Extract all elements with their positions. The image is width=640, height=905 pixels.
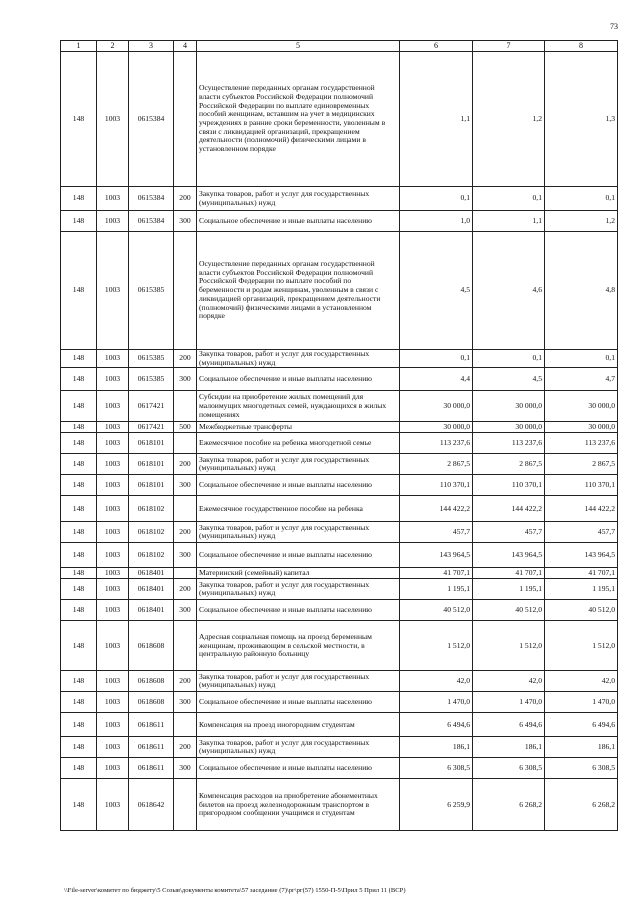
table-row bbox=[61, 391, 618, 422]
cell-amount-3: 4,7 bbox=[545, 368, 618, 391]
cell-ministry-code: 148 bbox=[61, 779, 97, 831]
cell-description: Материнский (семейный) капитал bbox=[197, 568, 400, 579]
cell-amount-1: 42,0 bbox=[400, 671, 473, 692]
cell-ministry-code: 148 bbox=[61, 600, 97, 621]
table-row bbox=[61, 621, 618, 671]
table-row bbox=[61, 211, 618, 232]
cell-ministry-code: 148 bbox=[61, 454, 97, 475]
cell-amount-3: 1 470,0 bbox=[545, 692, 618, 713]
cell-target-article: 0615385 bbox=[129, 232, 174, 350]
column-header: 8 bbox=[545, 41, 618, 52]
cell-amount-3: 2 867,5 bbox=[545, 454, 618, 475]
cell-amount-1: 40 512,0 bbox=[400, 600, 473, 621]
cell-ministry-code: 148 bbox=[61, 543, 97, 568]
cell-amount-3: 113 237,6 bbox=[545, 433, 618, 454]
cell-amount-2: 42,0 bbox=[473, 671, 545, 692]
cell-section-code: 1003 bbox=[97, 232, 129, 350]
cell-amount-3: 42,0 bbox=[545, 671, 618, 692]
cell-amount-2: 143 964,5 bbox=[473, 543, 545, 568]
cell-description: Социальное обеспечение и иные выплаты населению bbox=[197, 211, 400, 232]
cell-ministry-code: 148 bbox=[61, 522, 97, 543]
cell-amount-2: 144 422,2 bbox=[473, 496, 545, 522]
cell-amount-1: 6 494,6 bbox=[400, 713, 473, 737]
budget-table bbox=[60, 40, 618, 831]
cell-amount-2: 0,1 bbox=[473, 350, 545, 368]
cell-amount-2: 457,7 bbox=[473, 522, 545, 543]
cell-amount-2: 1 195,1 bbox=[473, 579, 545, 600]
cell-section-code: 1003 bbox=[97, 737, 129, 758]
cell-amount-1: 41 707,1 bbox=[400, 568, 473, 579]
cell-amount-1: 4,4 bbox=[400, 368, 473, 391]
cell-amount-1: 0,1 bbox=[400, 187, 473, 211]
cell-expense-type bbox=[174, 713, 197, 737]
cell-ministry-code: 148 bbox=[61, 496, 97, 522]
cell-section-code: 1003 bbox=[97, 52, 129, 187]
column-header: 3 bbox=[129, 41, 174, 52]
cell-expense-type: 200 bbox=[174, 579, 197, 600]
cell-section-code: 1003 bbox=[97, 692, 129, 713]
cell-section-code: 1003 bbox=[97, 454, 129, 475]
cell-description: Закупка товаров, работ и услуг для государственных (муниципальных) нужд bbox=[197, 187, 400, 211]
cell-amount-2: 186,1 bbox=[473, 737, 545, 758]
cell-target-article: 0618642 bbox=[129, 779, 174, 831]
table-row bbox=[61, 187, 618, 211]
cell-target-article: 0617421 bbox=[129, 391, 174, 422]
cell-amount-2: 6 308,5 bbox=[473, 758, 545, 779]
table-row bbox=[61, 568, 618, 579]
table-row bbox=[61, 522, 618, 543]
table-row bbox=[61, 779, 618, 831]
cell-amount-3: 1,3 bbox=[545, 52, 618, 187]
cell-target-article: 0615385 bbox=[129, 368, 174, 391]
cell-section-code: 1003 bbox=[97, 522, 129, 543]
cell-expense-type bbox=[174, 621, 197, 671]
cell-expense-type bbox=[174, 391, 197, 422]
column-header: 7 bbox=[473, 41, 545, 52]
cell-amount-2: 113 237,6 bbox=[473, 433, 545, 454]
cell-expense-type: 300 bbox=[174, 368, 197, 391]
cell-expense-type bbox=[174, 496, 197, 522]
cell-ministry-code: 148 bbox=[61, 232, 97, 350]
cell-amount-3: 30 000,0 bbox=[545, 391, 618, 422]
column-header: 6 bbox=[400, 41, 473, 52]
cell-ministry-code: 148 bbox=[61, 713, 97, 737]
cell-ministry-code: 148 bbox=[61, 368, 97, 391]
cell-amount-1: 1 195,1 bbox=[400, 579, 473, 600]
cell-ministry-code: 148 bbox=[61, 758, 97, 779]
cell-section-code: 1003 bbox=[97, 368, 129, 391]
cell-expense-type bbox=[174, 568, 197, 579]
table-row bbox=[61, 368, 618, 391]
cell-target-article: 0618101 bbox=[129, 433, 174, 454]
cell-amount-3: 0,1 bbox=[545, 350, 618, 368]
cell-amount-3: 6 494,6 bbox=[545, 713, 618, 737]
cell-amount-2: 6 494,6 bbox=[473, 713, 545, 737]
cell-target-article: 0618102 bbox=[129, 496, 174, 522]
cell-amount-2: 4,6 bbox=[473, 232, 545, 350]
cell-target-article: 0615385 bbox=[129, 350, 174, 368]
cell-amount-1: 30 000,0 bbox=[400, 422, 473, 433]
table-header-row bbox=[61, 41, 618, 52]
cell-description: Закупка товаров, работ и услуг для государственных (муниципальных) нужд bbox=[197, 671, 400, 692]
cell-description: Закупка товаров, работ и услуг для государственных (муниципальных) нужд bbox=[197, 454, 400, 475]
table-row bbox=[61, 496, 618, 522]
cell-amount-3: 41 707,1 bbox=[545, 568, 618, 579]
cell-expense-type bbox=[174, 433, 197, 454]
cell-ministry-code: 148 bbox=[61, 433, 97, 454]
cell-expense-type: 200 bbox=[174, 671, 197, 692]
cell-target-article: 0618102 bbox=[129, 543, 174, 568]
cell-amount-3: 457,7 bbox=[545, 522, 618, 543]
table-row bbox=[61, 454, 618, 475]
cell-ministry-code: 148 bbox=[61, 621, 97, 671]
cell-ministry-code: 148 bbox=[61, 422, 97, 433]
cell-amount-3: 143 964,5 bbox=[545, 543, 618, 568]
cell-description: Осуществление переданных органам государственной власти субъектов Российской Федерации полномочий Российской Федерации по выплате пособий по беременности и родам женщинам, уволенным в связи с ликвидацией организаций, прекращением деятельности (полномочий) физическими лицами в установленном порядке bbox=[197, 232, 400, 350]
cell-amount-1: 0,1 bbox=[400, 350, 473, 368]
cell-ministry-code: 148 bbox=[61, 52, 97, 187]
cell-amount-3: 6 268,2 bbox=[545, 779, 618, 831]
cell-description: Межбюджетные трансферты bbox=[197, 422, 400, 433]
column-header: 2 bbox=[97, 41, 129, 52]
cell-target-article: 0618401 bbox=[129, 568, 174, 579]
cell-expense-type: 200 bbox=[174, 350, 197, 368]
cell-section-code: 1003 bbox=[97, 568, 129, 579]
cell-description: Социальное обеспечение и иные выплаты населению bbox=[197, 475, 400, 496]
cell-description: Закупка товаров, работ и услуг для государственных (муниципальных) нужд bbox=[197, 350, 400, 368]
cell-amount-1: 186,1 bbox=[400, 737, 473, 758]
cell-description: Закупка товаров, работ и услуг для государственных (муниципальных) нужд bbox=[197, 579, 400, 600]
column-header: 1 bbox=[61, 41, 97, 52]
file-path-footer: \\File-server\комитет по бюджету\5 Созыв\документы комитета\57 заседание (7)\рг\рг(57) 1550-П-5\Прил 5 Прил 11 (ВСР) bbox=[64, 887, 406, 894]
cell-section-code: 1003 bbox=[97, 475, 129, 496]
cell-amount-1: 6 259,9 bbox=[400, 779, 473, 831]
column-header: 4 bbox=[174, 41, 197, 52]
cell-description: Социальное обеспечение и иные выплаты населению bbox=[197, 543, 400, 568]
cell-amount-1: 4,5 bbox=[400, 232, 473, 350]
cell-amount-2: 0,1 bbox=[473, 187, 545, 211]
cell-amount-1: 1,1 bbox=[400, 52, 473, 187]
cell-amount-3: 30 000,0 bbox=[545, 422, 618, 433]
cell-ministry-code: 148 bbox=[61, 391, 97, 422]
cell-target-article: 0615384 bbox=[129, 211, 174, 232]
cell-amount-2: 1 470,0 bbox=[473, 692, 545, 713]
cell-expense-type: 200 bbox=[174, 187, 197, 211]
cell-description: Компенсация на проезд иногородним студентам bbox=[197, 713, 400, 737]
cell-expense-type: 300 bbox=[174, 211, 197, 232]
cell-description: Закупка товаров, работ и услуг для государственных (муниципальных) нужд bbox=[197, 522, 400, 543]
cell-target-article: 0618101 bbox=[129, 454, 174, 475]
cell-target-article: 0618611 bbox=[129, 758, 174, 779]
table-row bbox=[61, 475, 618, 496]
cell-amount-3: 6 308,5 bbox=[545, 758, 618, 779]
cell-target-article: 0615384 bbox=[129, 187, 174, 211]
cell-expense-type: 300 bbox=[174, 600, 197, 621]
cell-section-code: 1003 bbox=[97, 579, 129, 600]
cell-target-article: 0618401 bbox=[129, 579, 174, 600]
table-row bbox=[61, 422, 618, 433]
cell-target-article: 0618611 bbox=[129, 713, 174, 737]
cell-expense-type bbox=[174, 232, 197, 350]
cell-expense-type: 500 bbox=[174, 422, 197, 433]
cell-amount-3: 1,2 bbox=[545, 211, 618, 232]
cell-amount-2: 30 000,0 bbox=[473, 422, 545, 433]
cell-amount-1: 143 964,5 bbox=[400, 543, 473, 568]
cell-description: Социальное обеспечение и иные выплаты населению bbox=[197, 368, 400, 391]
cell-section-code: 1003 bbox=[97, 187, 129, 211]
cell-amount-3: 144 422,2 bbox=[545, 496, 618, 522]
cell-description: Социальное обеспечение и иные выплаты населению bbox=[197, 758, 400, 779]
cell-expense-type: 200 bbox=[174, 522, 197, 543]
cell-section-code: 1003 bbox=[97, 600, 129, 621]
cell-amount-1: 457,7 bbox=[400, 522, 473, 543]
cell-target-article: 0617421 bbox=[129, 422, 174, 433]
cell-ministry-code: 148 bbox=[61, 350, 97, 368]
table-row bbox=[61, 600, 618, 621]
cell-description: Социальное обеспечение и иные выплаты населению bbox=[197, 600, 400, 621]
cell-amount-2: 110 370,1 bbox=[473, 475, 545, 496]
cell-section-code: 1003 bbox=[97, 621, 129, 671]
cell-amount-3: 1 512,0 bbox=[545, 621, 618, 671]
cell-ministry-code: 148 bbox=[61, 475, 97, 496]
cell-section-code: 1003 bbox=[97, 543, 129, 568]
cell-expense-type: 300 bbox=[174, 543, 197, 568]
cell-amount-1: 1 512,0 bbox=[400, 621, 473, 671]
cell-amount-1: 113 237,6 bbox=[400, 433, 473, 454]
cell-target-article: 0618401 bbox=[129, 600, 174, 621]
cell-amount-2: 41 707,1 bbox=[473, 568, 545, 579]
cell-ministry-code: 148 bbox=[61, 187, 97, 211]
table-row bbox=[61, 433, 618, 454]
cell-amount-2: 1,2 bbox=[473, 52, 545, 187]
cell-expense-type: 300 bbox=[174, 758, 197, 779]
table-row bbox=[61, 350, 618, 368]
cell-expense-type: 200 bbox=[174, 454, 197, 475]
table-row bbox=[61, 692, 618, 713]
cell-amount-3: 186,1 bbox=[545, 737, 618, 758]
cell-description: Субсидии на приобретение жилых помещений для малоимущих многодетных семей, нуждающихся в жилых помещениях bbox=[197, 391, 400, 422]
cell-target-article: 0618608 bbox=[129, 671, 174, 692]
cell-section-code: 1003 bbox=[97, 671, 129, 692]
cell-section-code: 1003 bbox=[97, 713, 129, 737]
table-row bbox=[61, 579, 618, 600]
page-number: 73 bbox=[610, 22, 618, 31]
cell-section-code: 1003 bbox=[97, 211, 129, 232]
cell-amount-2: 2 867,5 bbox=[473, 454, 545, 475]
cell-target-article: 0615384 bbox=[129, 52, 174, 187]
table-row bbox=[61, 713, 618, 737]
cell-amount-2: 1 512,0 bbox=[473, 621, 545, 671]
cell-amount-3: 1 195,1 bbox=[545, 579, 618, 600]
cell-description: Ежемесячное государственное пособие на ребенка bbox=[197, 496, 400, 522]
cell-amount-2: 1,1 bbox=[473, 211, 545, 232]
cell-expense-type: 300 bbox=[174, 475, 197, 496]
cell-amount-2: 40 512,0 bbox=[473, 600, 545, 621]
cell-amount-1: 1 470,0 bbox=[400, 692, 473, 713]
cell-amount-1: 1,0 bbox=[400, 211, 473, 232]
cell-amount-3: 0,1 bbox=[545, 187, 618, 211]
table-row bbox=[61, 52, 618, 187]
cell-ministry-code: 148 bbox=[61, 737, 97, 758]
cell-ministry-code: 148 bbox=[61, 671, 97, 692]
cell-ministry-code: 148 bbox=[61, 692, 97, 713]
cell-expense-type bbox=[174, 779, 197, 831]
cell-target-article: 0618611 bbox=[129, 737, 174, 758]
table-row bbox=[61, 232, 618, 350]
cell-amount-1: 110 370,1 bbox=[400, 475, 473, 496]
cell-target-article: 0618101 bbox=[129, 475, 174, 496]
cell-ministry-code: 148 bbox=[61, 579, 97, 600]
cell-ministry-code: 148 bbox=[61, 568, 97, 579]
column-header: 5 bbox=[197, 41, 400, 52]
cell-amount-1: 30 000,0 bbox=[400, 391, 473, 422]
cell-ministry-code: 148 bbox=[61, 211, 97, 232]
cell-amount-2: 30 000,0 bbox=[473, 391, 545, 422]
cell-amount-2: 6 268,2 bbox=[473, 779, 545, 831]
cell-section-code: 1003 bbox=[97, 391, 129, 422]
cell-amount-2: 4,5 bbox=[473, 368, 545, 391]
cell-description: Компенсация расходов на приобретение абонементных билетов на проезд железнодорожным транспортом в пригородном сообщении учащимся и студентам bbox=[197, 779, 400, 831]
cell-description: Закупка товаров, работ и услуг для государственных (муниципальных) нужд bbox=[197, 737, 400, 758]
cell-section-code: 1003 bbox=[97, 433, 129, 454]
cell-expense-type: 200 bbox=[174, 737, 197, 758]
cell-section-code: 1003 bbox=[97, 496, 129, 522]
cell-amount-3: 110 370,1 bbox=[545, 475, 618, 496]
cell-amount-3: 4,8 bbox=[545, 232, 618, 350]
cell-section-code: 1003 bbox=[97, 422, 129, 433]
cell-amount-3: 40 512,0 bbox=[545, 600, 618, 621]
cell-description: Адресная социальная помощь на проезд беременным женщинам, проживающим в сельской местности, в центральную районную больницу bbox=[197, 621, 400, 671]
cell-amount-1: 2 867,5 bbox=[400, 454, 473, 475]
cell-amount-1: 144 422,2 bbox=[400, 496, 473, 522]
cell-target-article: 0618608 bbox=[129, 621, 174, 671]
cell-description: Ежемесячное пособие на ребенка многодетной семье bbox=[197, 433, 400, 454]
table-row bbox=[61, 737, 618, 758]
cell-section-code: 1003 bbox=[97, 779, 129, 831]
cell-description: Осуществление переданных органам государственной власти субъектов Российской Федерации полномочий Российской Федерации по выплате единовременных пособий женщинам, вставшим на учет в медицинских учреждениях в ранние сроки беременности, уволенным в связи с ликвидацией организаций, прекращением деятельности (полномочий) физическими лицами в установленном порядке bbox=[197, 52, 400, 187]
cell-section-code: 1003 bbox=[97, 350, 129, 368]
cell-target-article: 0618608 bbox=[129, 692, 174, 713]
cell-expense-type bbox=[174, 52, 197, 187]
cell-target-article: 0618102 bbox=[129, 522, 174, 543]
cell-description: Социальное обеспечение и иные выплаты населению bbox=[197, 692, 400, 713]
cell-expense-type: 300 bbox=[174, 692, 197, 713]
cell-amount-1: 6 308,5 bbox=[400, 758, 473, 779]
table-row bbox=[61, 671, 618, 692]
cell-section-code: 1003 bbox=[97, 758, 129, 779]
table-row bbox=[61, 543, 618, 568]
table-row bbox=[61, 758, 618, 779]
